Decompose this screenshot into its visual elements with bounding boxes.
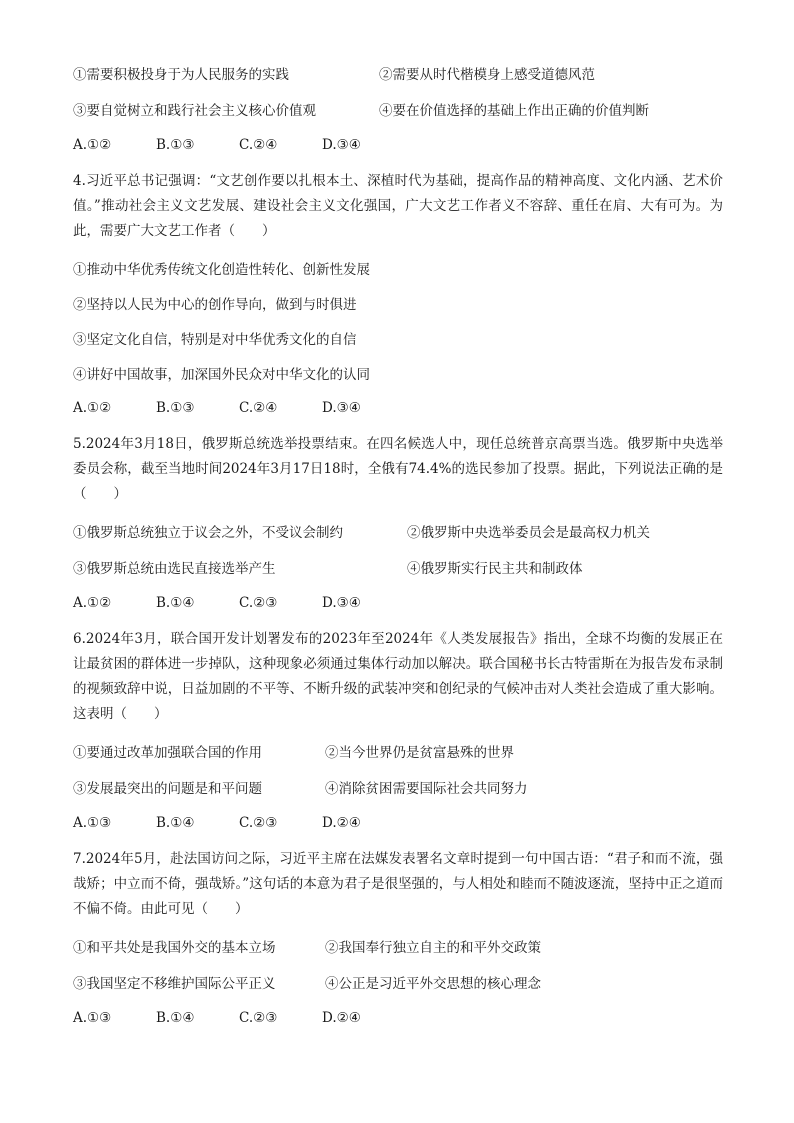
option-1: ①俄罗斯总统独立于议会之外，不受议会制约 xyxy=(73,525,343,541)
question-4 xyxy=(73,169,723,426)
question-7 xyxy=(73,847,723,1036)
answer-b: B.①④ xyxy=(156,1010,195,1026)
option-1: ①需要积极投身于为人民服务的实践 xyxy=(73,67,289,83)
answer-a: A.①② xyxy=(73,137,112,153)
answer-d: D.③④ xyxy=(322,400,361,416)
option-1: ①推动中华优秀传统文化创造性转化、创新性发展 xyxy=(73,261,370,278)
option-3: ③发展最突出的问题是和平问题 xyxy=(73,781,262,797)
answer-c: C.②③ xyxy=(239,815,278,831)
answer-b: B.①③ xyxy=(156,400,195,416)
question-stem: 7.2024年5月，赴法国访问之际，习近平主席在法媒发表署名文章时提到一句中国古语：“君子和而不流，强哉矫；中立而不倚，强哉矫。”这句话的本意为君子是很坚强的，与人相处和睦而不随波逐流，坚持中正之道而不偏不倚。由此可见（ ） xyxy=(73,851,723,917)
answer-d: D.③④ xyxy=(322,595,361,611)
answer-d: D.③④ xyxy=(322,137,361,153)
answer-b: B.①④ xyxy=(156,815,195,831)
answer-choices xyxy=(73,390,723,426)
question-5 xyxy=(73,432,723,621)
answer-a: A.①② xyxy=(73,400,112,416)
options-row-2 xyxy=(73,769,723,805)
answer-choices xyxy=(73,805,723,841)
answer-d: D.②④ xyxy=(322,1010,361,1026)
answer-b: B.①④ xyxy=(156,595,195,611)
options-row-1 xyxy=(73,513,723,549)
question-stem: 6.2024年3月，联合国开发计划署发布的2023年至2024年《人类发展报告》指出，全球不均衡的发展正在让最贫困的群体进一步掉队，这种现象必须通过集体行动加以解决。联合国秘书长古特雷斯在为报告发布录制的视频致辞中说，日益加剧的不平等、不断升级的武装冲突和创纪录的气候冲击对人类社会造成了重大影响。这表明（ ） xyxy=(73,631,723,722)
answer-choices xyxy=(73,585,723,621)
question-stem: 4.习近平总书记强调：“文艺创作要以扎根本土、深植时代为基础，提高作品的精神高度、文化内涵、艺术价值。”推动社会主义文艺发展、建设社会主义文化强国，广大文艺工作者义不容辞、重任在肩、大有可为。为此，需要广大文艺工作者（ ） xyxy=(73,173,723,239)
answer-a: A.①② xyxy=(73,595,112,611)
option-1: ①和平共处是我国外交的基本立场 xyxy=(73,940,276,956)
question-stem: 5.2024年3月18日，俄罗斯总统选举投票结束。在四名候选人中，现任总统普京高票当选。俄罗斯中央选举委员会称，截至当地时间2024年3月17日18时，全俄有74.4%的选民参加了投票。据此，下列说法正确的是（ ） xyxy=(73,436,723,502)
option-2: ②我国奉行独立自主的和平外交政策 xyxy=(325,940,541,956)
options-row-1 xyxy=(73,928,723,964)
answer-c: C.②④ xyxy=(239,400,278,416)
option-4: ④讲好中国故事，加深国外民众对中华文化的认同 xyxy=(73,366,370,383)
question-6 xyxy=(73,627,723,841)
answer-b: B.①③ xyxy=(156,137,195,153)
option-3: ③我国坚定不移维护国际公平正义 xyxy=(73,976,276,992)
answer-c: C.②④ xyxy=(239,137,278,153)
option-3: ③要自觉树立和践行社会主义核心价值观 xyxy=(73,103,316,119)
answer-choices xyxy=(73,127,723,163)
question-3 xyxy=(73,55,723,163)
answer-c: C.②③ xyxy=(239,595,278,611)
answer-c: C.②③ xyxy=(239,1010,278,1026)
options-row-1 xyxy=(73,55,723,91)
option-2: ②当今世界仍是贫富悬殊的世界 xyxy=(325,745,514,761)
answer-a: A.①③ xyxy=(73,815,112,831)
option-4: ④要在价值选择的基础上作出正确的价值判断 xyxy=(379,103,649,119)
option-4: ④俄罗斯实行民主共和制政体 xyxy=(407,561,583,577)
option-2: ②需要从时代楷模身上感受道德风范 xyxy=(379,67,595,83)
option-4: ④消除贫困需要国际社会共同努力 xyxy=(325,781,528,797)
answer-choices xyxy=(73,1000,723,1036)
options-row-1 xyxy=(73,733,723,769)
answer-a: A.①③ xyxy=(73,1010,112,1026)
answer-d: D.②④ xyxy=(322,815,361,831)
option-1: ①要通过改革加强联合国的作用 xyxy=(73,745,262,761)
option-2: ②俄罗斯中央选举委员会是最高权力机关 xyxy=(407,525,650,541)
options-row-2 xyxy=(73,91,723,127)
option-4: ④公正是习近平外交思想的核心理念 xyxy=(325,976,541,992)
option-2: ②坚持以人民为中心的创作导向，做到与时俱进 xyxy=(73,296,357,313)
options-row-2 xyxy=(73,964,723,1000)
exam-page xyxy=(73,58,723,1036)
option-3: ③坚定文化自信，特别是对中华优秀文化的自信 xyxy=(73,331,357,348)
options-row-2 xyxy=(73,549,723,585)
option-3: ③俄罗斯总统由选民直接选举产生 xyxy=(73,561,276,577)
